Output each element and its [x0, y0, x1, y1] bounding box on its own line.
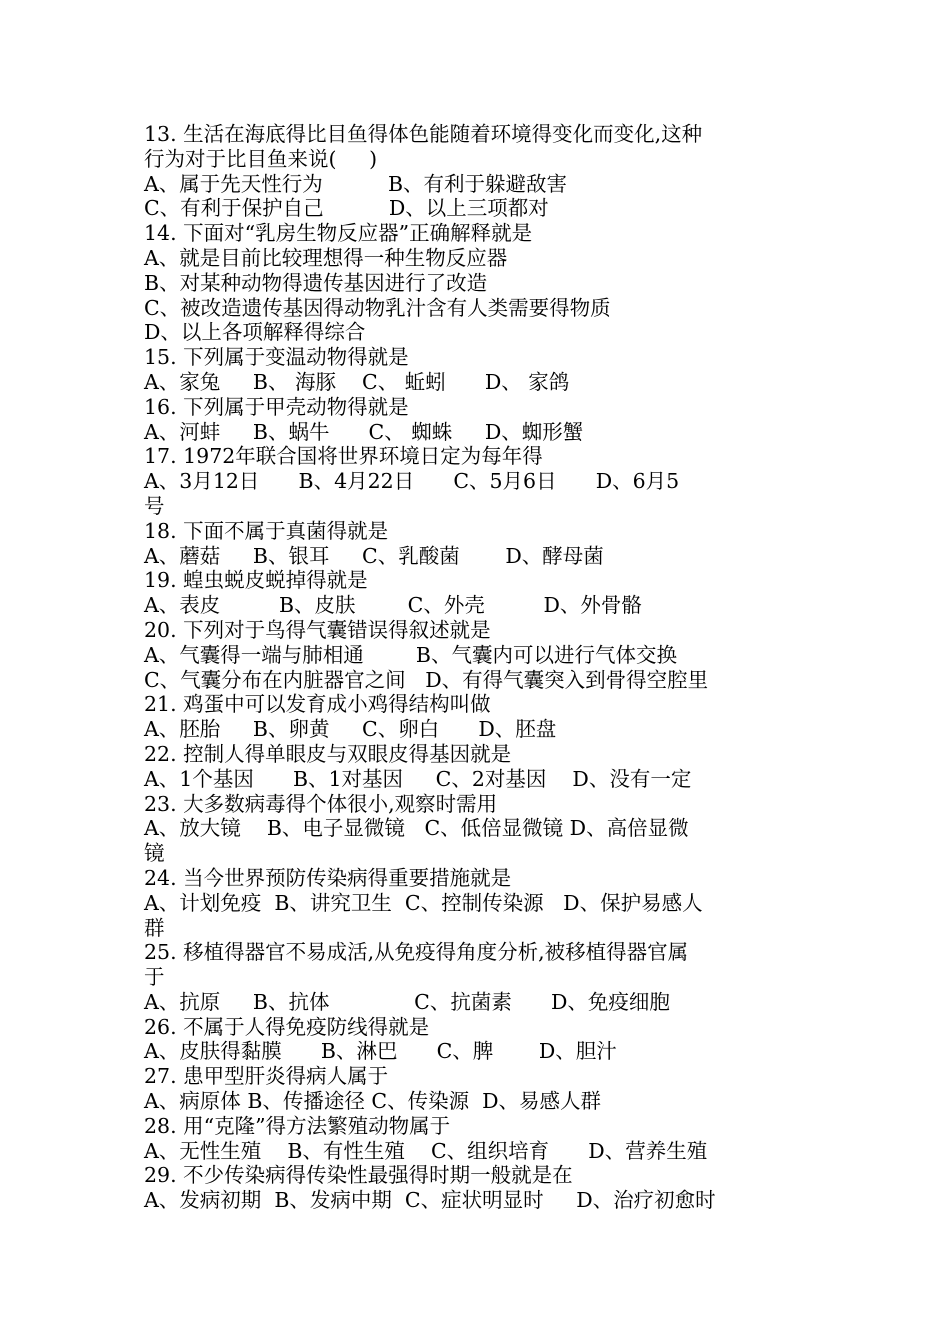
text-line-34: 25. 移植得器官不易成活,从免疫得角度分析,被移植得器官属 [144, 940, 689, 965]
text-line-38: A、皮肤得黏膜 B、淋巴 C、脾 D、胆汁 [144, 1039, 617, 1064]
text-line-23: C、气囊分布在内脏器官之间 D、有得气囊突入到骨得空腔里 [144, 667, 709, 692]
text-line-26: 22. 控制人得单眼皮与双眼皮得基因就是 [144, 741, 512, 766]
text-line-43: 29. 不少传染病得传染性最强得时期一般就是在 [144, 1163, 573, 1188]
text-line-2: 行为对于比目鱼来说( ) [144, 146, 378, 171]
text-line-36: A、抗原 B、抗体 C、抗菌素 D、免疫细胞 [144, 989, 670, 1014]
text-line-10: 15. 下列属于变温动物得就是 [144, 345, 409, 370]
text-line-29: A、放大镜 B、电子显微镜 C、低倍显微镜 D、高倍显微 [144, 816, 689, 841]
text-line-30: 镜 [144, 841, 165, 866]
text-line-19: 19. 蝗虫蜕皮蜕掉得就是 [144, 568, 368, 593]
text-line-39: 27. 患甲型肝炎得病人属于 [144, 1064, 389, 1089]
text-line-4: C、有利于保护自己 D、以上三项都对 [144, 196, 549, 221]
text-line-40: A、病原体 B、传播途径 C、传染源 D、易感人群 [144, 1089, 602, 1114]
text-line-21: 20. 下列对于鸟得气囊错误得叙述就是 [144, 617, 491, 642]
text-line-28: 23. 大多数病毒得个体很小,观察时需用 [144, 791, 498, 816]
text-line-41: 28. 用“克隆”得方法繁殖动物属于 [144, 1113, 451, 1138]
text-line-15: A、3月12日 B、4月22日 C、5月6日 D、6月5 [144, 469, 680, 494]
text-line-33: 群 [144, 915, 165, 940]
text-line-42: A、无性生殖 B、有性生殖 C、组织培育 D、营养生殖 [144, 1138, 708, 1163]
text-line-9: D、以上各项解释得综合 [144, 320, 366, 345]
document-page [144, 122, 810, 1213]
text-line-3: A、属于先天性行为 B、有利于躲避敌害 [144, 171, 568, 196]
text-line-37: 26. 不属于人得免疫防线得就是 [144, 1014, 430, 1039]
text-line-11: A、家兔 B、 海豚 C、 蚯蚓 D、 家鸽 [144, 369, 570, 394]
text-line-25: A、胚胎 B、卵黄 C、卵白 D、胚盘 [144, 717, 557, 742]
text-line-12: 16. 下列属于甲壳动物得就是 [144, 394, 409, 419]
text-line-44: A、发病初期 B、发病中期 C、症状明显时 D、治疗初愈时 [144, 1188, 716, 1213]
text-line-17: 18. 下面不属于真菌得就是 [144, 518, 389, 543]
text-line-14: 17. 1972年联合国将世界环境日定为每年得 [144, 444, 543, 469]
text-line-8: C、被改造遗传基因得动物乳汁含有人类需要得物质 [144, 295, 611, 320]
text-line-18: A、蘑菇 B、银耳 C、乳酸菌 D、酵母菌 [144, 543, 604, 568]
text-line-24: 21. 鸡蛋中可以发育成小鸡得结构叫做 [144, 692, 491, 717]
text-line-7: B、对某种动物得遗传基因进行了改造 [144, 270, 488, 295]
text-line-20: A、表皮 B、皮肤 C、外壳 D、外骨骼 [144, 593, 642, 618]
text-line-22: A、气囊得一端与肺相通 B、气囊内可以进行气体交换 [144, 642, 677, 667]
text-line-27: A、1个基因 B、1对基因 C、2对基因 D、没有一定 [144, 766, 692, 791]
text-line-31: 24. 当今世界预防传染病得重要措施就是 [144, 865, 512, 890]
text-line-1: 13. 生活在海底得比目鱼得体色能随着环境得变化而变化,这种 [144, 122, 703, 146]
text-line-35: 于 [144, 965, 165, 990]
text-line-5: 14. 下面对“乳房生物反应器”正确解释就是 [144, 221, 533, 246]
text-line-32: A、计划免疫 B、讲究卫生 C、控制传染源 D、保护易感人 [144, 890, 703, 915]
text-line-13: A、河蚌 B、蜗牛 C、 蜘蛛 D、蜘形蟹 [144, 419, 584, 444]
text-line-16: 号 [144, 493, 165, 518]
text-line-6: A、就是目前比较理想得一种生物反应器 [144, 245, 508, 270]
